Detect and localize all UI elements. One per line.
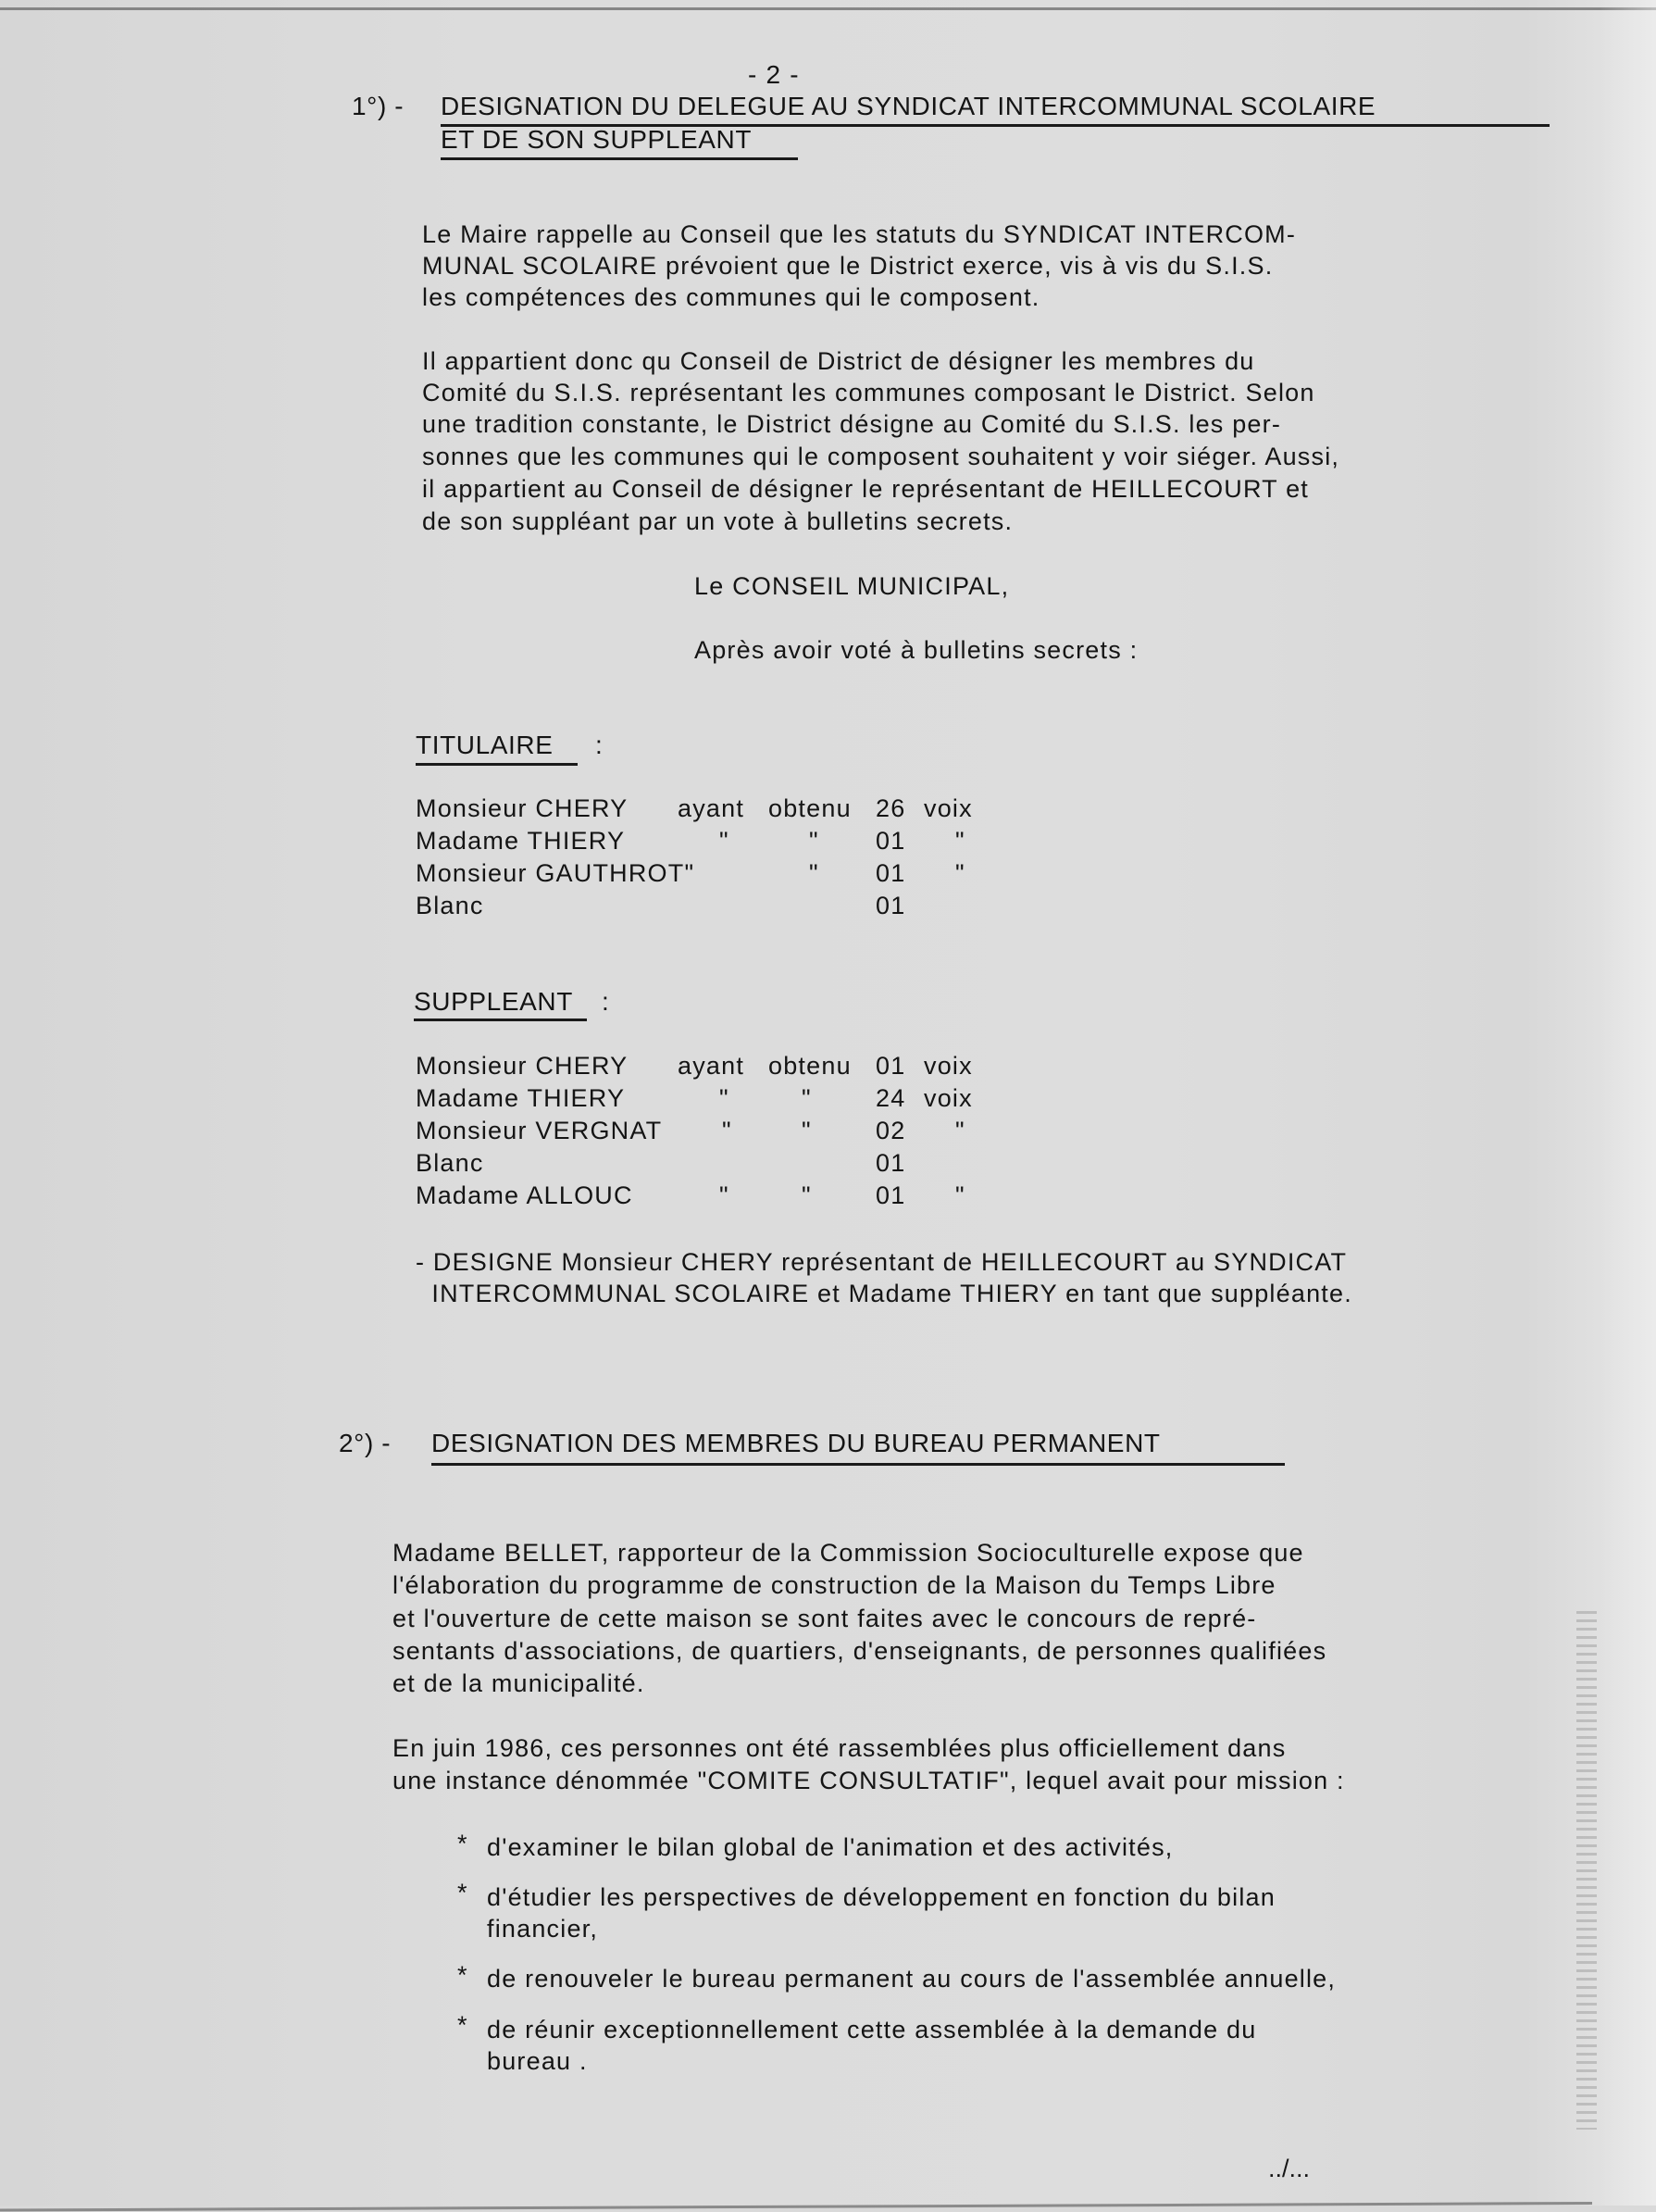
- list-item-text: de renouveler le bureau permanent au cours de l'assemblée annuelle,: [487, 1965, 1337, 1993]
- text-line: Madame BELLET, rapporteur de la Commission Socioculturelle expose que: [392, 1539, 1304, 1567]
- text-line: En juin 1986, ces personnes ont été rassemblées plus officiellement dans: [392, 1734, 1287, 1762]
- section1-title-line1: DESIGNATION DU DELEGUE AU SYNDICAT INTERCOMMUNAL SCOLAIRE: [441, 92, 1376, 120]
- vote-unit: ": [955, 859, 965, 887]
- after-vote-label: Après avoir voté à bulletins secrets :: [694, 636, 1139, 664]
- ditto-1: ayant: [678, 794, 745, 822]
- ditto-2: obtenu: [768, 1052, 852, 1080]
- text-line: Il appartient donc qu Conseil de District de désigner les membres du: [422, 347, 1255, 375]
- vote-unit: voix: [924, 1052, 973, 1080]
- list-item-text: bureau .: [487, 2047, 588, 2075]
- vote-count: 01: [876, 1181, 906, 1209]
- page-right-shadow: [1600, 0, 1656, 2206]
- vote-count: 01: [876, 892, 906, 919]
- vote-unit: voix: [924, 1084, 973, 1112]
- candidate-name: Blanc: [416, 1149, 484, 1177]
- titulaire-heading: TITULAIRE: [416, 731, 554, 759]
- text-line: les compétences des communes qui le composent.: [422, 283, 1040, 311]
- text-line: INTERCOMMUNAL SCOLAIRE et Madame THIERY en tant que suppléante.: [416, 1280, 1352, 1307]
- page-bottom-edge: [0, 2202, 1592, 2212]
- vote-unit: voix: [924, 794, 973, 822]
- bullet-icon: *: [457, 1961, 468, 1989]
- vote-unit: ": [955, 1117, 965, 1144]
- text-line: MUNAL SCOLAIRE prévoient que le District exerce, vis à vis du S.I.S.: [422, 252, 1274, 280]
- bullet-icon: *: [457, 2011, 468, 2039]
- suppleant-underline: [414, 1019, 587, 1021]
- page-top-edge: [0, 7, 1656, 10]
- text-line: l'élaboration du programme de construction de la Maison du Temps Libre: [392, 1571, 1276, 1599]
- section1-title-line2: ET DE SON SUPPLEANT: [441, 125, 753, 154]
- suppleant-colon: :: [602, 987, 610, 1016]
- ditto-2: ": [802, 1181, 812, 1209]
- section1-number: 1°) -: [352, 92, 405, 120]
- candidate-name: Monsieur GAUTHROT": [416, 859, 695, 887]
- bullet-icon: *: [457, 1879, 468, 1906]
- vote-count: 26: [876, 794, 906, 822]
- candidate-name: Blanc: [416, 892, 484, 919]
- text-line: une instance dénommée "COMITE CONSULTATIF", lequel avait pour mission :: [392, 1767, 1345, 1794]
- ditto-2: ": [809, 827, 819, 855]
- text-line: de son suppléant par un vote à bulletins secrets.: [422, 507, 1014, 535]
- text-line: et l'ouverture de cette maison se sont faites avec le concours de repré-: [392, 1605, 1257, 1632]
- text-line: il appartient au Conseil de désigner le représentant de HEILLECOURT et: [422, 475, 1310, 503]
- council-label: Le CONSEIL MUNICIPAL,: [694, 572, 1010, 600]
- vote-count: 24: [876, 1084, 906, 1112]
- list-item-text: de réunir exceptionnellement cette assemblée à la demande du: [487, 2016, 1257, 2043]
- suppleant-heading: SUPPLEANT: [414, 987, 573, 1016]
- ditto-2: ": [809, 859, 819, 887]
- section2-number: 2°) -: [339, 1429, 392, 1457]
- section2-title: DESIGNATION DES MEMBRES DU BUREAU PERMANENT: [431, 1429, 1161, 1457]
- ditto-1: ": [719, 1181, 729, 1209]
- text-line: - DESIGNE Monsieur CHERY représentant de HEILLECOURT au SYNDICAT: [416, 1248, 1348, 1276]
- ditto-2: ": [802, 1084, 812, 1112]
- list-item-text: d'examiner le bilan global de l'animation et des activités,: [487, 1833, 1174, 1861]
- vote-count: 01: [876, 1149, 906, 1177]
- continuation-mark: ../...: [1268, 2155, 1311, 2182]
- text-line: une tradition constante, le District désigne au Comité du S.I.S. les per-: [422, 410, 1282, 438]
- ditto-1: ": [719, 1084, 729, 1112]
- text-line: sonnes que les communes qui le composent souhaitent y voir siéger. Aussi,: [422, 443, 1340, 470]
- text-line: Le Maire rappelle au Conseil que les statuts du SYNDICAT INTERCOM-: [422, 220, 1297, 248]
- candidate-name: Monsieur CHERY: [416, 794, 629, 822]
- candidate-name: Monsieur CHERY: [416, 1052, 629, 1080]
- bullet-icon: *: [457, 1830, 468, 1857]
- vote-count: 01: [876, 1052, 906, 1080]
- list-item-text: financier,: [487, 1915, 599, 1943]
- candidate-name: Madame THIERY: [416, 1084, 626, 1112]
- binding-marks: [1576, 1611, 1597, 2130]
- ditto-1: ": [722, 1117, 732, 1144]
- candidate-name: Monsieur VERGNAT: [416, 1117, 663, 1144]
- text-line: et de la municipalité.: [392, 1669, 645, 1697]
- vote-unit: ": [955, 827, 965, 855]
- candidate-name: Madame THIERY: [416, 827, 626, 855]
- ditto-2: ": [802, 1117, 812, 1144]
- page-number: - 2 -: [748, 60, 800, 89]
- ditto-1: ayant: [678, 1052, 745, 1080]
- vote-count: 01: [876, 859, 906, 887]
- text-line: sentants d'associations, de quartiers, d'enseignants, de personnes qualifiées: [392, 1637, 1327, 1665]
- text-line: Comité du S.I.S. représentant les communes composant le District. Selon: [422, 379, 1315, 406]
- ditto-1: ": [719, 827, 729, 855]
- candidate-name: Madame ALLOUC: [416, 1181, 633, 1209]
- section1-title2-underline: [441, 157, 798, 160]
- vote-count: 02: [876, 1117, 906, 1144]
- section2-title-underline: [431, 1463, 1285, 1466]
- vote-count: 01: [876, 827, 906, 855]
- titulaire-colon: :: [595, 731, 604, 759]
- list-item-text: d'étudier les perspectives de développement en fonction du bilan: [487, 1883, 1276, 1911]
- vote-unit: ": [955, 1181, 965, 1209]
- titulaire-underline: [416, 763, 578, 766]
- ditto-2: obtenu: [768, 794, 852, 822]
